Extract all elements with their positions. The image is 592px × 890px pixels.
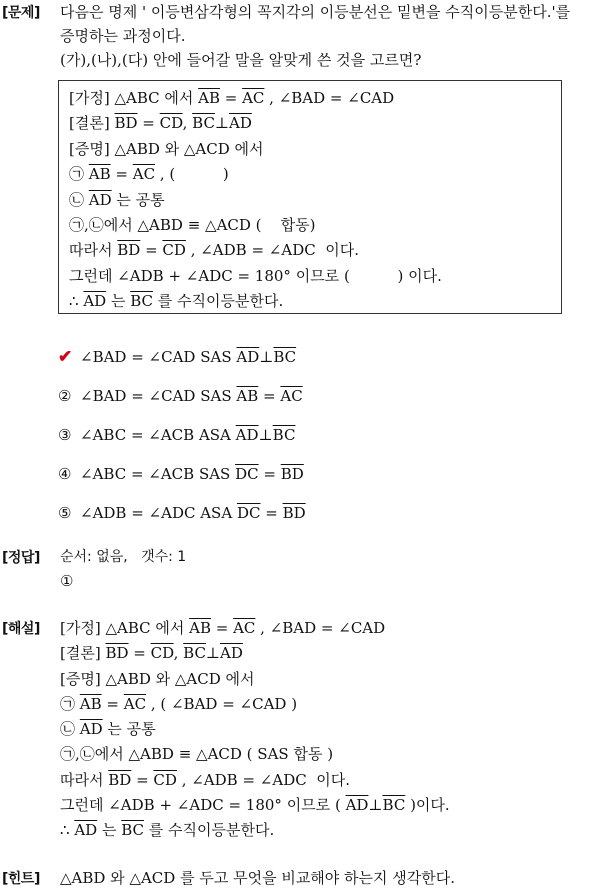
proof-line: 그런데 ∠ADB + ∠ADC = 180° 이므로 ( ) 이다.: [69, 266, 442, 285]
proof-line: [가정] △ABC 에서 $\overline{AB} = \overline{AC}$ , ∠BAD = ∠CAD: [69, 89, 395, 107]
proof-line: ∴ $\overline{AD}$ 는 $\overline{BC}$ 를 수직이등분한다.: [69, 292, 284, 311]
explanation-label: [해설]: [2, 621, 40, 637]
proof-box: [58, 80, 562, 314]
explanation-line: ㉠ $\overline{AB} = \overline{AC}$ , ( ∠BAD = ∠CAD ): [60, 694, 298, 713]
explanation-line: 그런데 ∠ADB + ∠ADC = 180° 이므로 ( $\overline{AD}\perp\overline{BC}$ )이다.: [60, 796, 450, 815]
problem-text: [60, 0, 586, 72]
answer-line: 순서: 없음, 갯수: 1: [60, 549, 187, 565]
choice-5[interactable]: ⑤ ∠ADB = ∠ADC ASA $\overline{DC} = \overline{BD}$: [58, 504, 306, 522]
proof-line: ㉠ $\overline{AB} = \overline{AC}$ , ( ): [69, 165, 229, 184]
problem-label: [문제]: [2, 5, 40, 21]
choice-number: ③: [58, 426, 72, 444]
choice-1[interactable]: ✔ ∠BAD = ∠CAD SAS $\overline{AD}\perp\overline{BC}$: [58, 347, 297, 367]
problem-line: 다음은 명제 ' 이등변삼각형의 꼭지각의 이등분선은 밑변을 수직이등분한다.'를: [60, 3, 571, 21]
proof-line: ㉡ $\overline{AD}$ 는 공통: [69, 190, 165, 209]
choice-4[interactable]: ④ ∠ABC = ∠ACB SAS $\overline{DC} = \overline{BD}$: [58, 465, 304, 483]
hint-line: △ABD 와 △ACD 를 두고 무엇을 비교해야 하는지 생각한다.: [60, 869, 456, 887]
explanation-line: 따라서 $\overline{BD} = \overline{CD}$ , ∠ADB = ∠ADC 이다.: [60, 770, 350, 789]
hint-label: [힌트]: [2, 871, 40, 887]
hint-text: [60, 866, 586, 890]
choice-2[interactable]: ② ∠BAD = ∠CAD SAS $\overline{AB} = \overline{AC}$: [58, 387, 303, 405]
answer-value: ①: [60, 572, 74, 590]
checkmark-icon: ✔: [58, 347, 73, 367]
explanation-text: [60, 616, 586, 844]
proof-line: [결론] $\overline{BD} = \overline{CD}$, $\overline{BC}\perp\overline{AD}$: [69, 114, 252, 133]
explanation-line: [가정] △ABC 에서 $\overline{AB} = \overline{AC}$ , ∠BAD = ∠CAD: [60, 619, 386, 637]
explanation-line: [결론] $\overline{BD} = \overline{CD}$, $\overline{BC}\perp\overline{AD}$: [60, 644, 243, 663]
answer-label: [정답]: [2, 550, 40, 566]
explanation-line: ∴ $\overline{AD}$ 는 $\overline{BC}$ 를 수직이등분한다.: [60, 821, 275, 840]
explanation-line: ㉠,㉡에서 △ABD ≡ △ACD ( SAS 합동 ): [60, 745, 334, 764]
problem-question: (가),(나),(다) 안에 들어갈 말을 알맞게 쓴 것을 고르면?: [60, 51, 422, 69]
answer-text: [60, 545, 586, 593]
proof-line: 따라서 $\overline{BD} = \overline{CD}$ , ∠ADB = ∠ADC 이다.: [69, 241, 359, 260]
choice-number: ⑤: [58, 504, 72, 522]
proof-line: [증명] △ABD 와 △ACD 에서: [69, 139, 264, 158]
choice-number: ④: [58, 465, 72, 483]
choice-3[interactable]: ③ ∠ABC = ∠ACB ASA $\overline{AD}\perp\overline{BC}$: [58, 426, 296, 444]
explanation-line: [증명] △ABD 와 △ACD 에서: [60, 669, 255, 688]
problem-line: 증명하는 과정이다.: [60, 27, 186, 45]
explanation-line: ㉡ $\overline{AD}$ 는 공통: [60, 720, 156, 739]
choice-number: ②: [58, 387, 72, 405]
proof-line: ㉠,㉡에서 △ABD ≡ △ACD ( 합동): [69, 215, 316, 234]
